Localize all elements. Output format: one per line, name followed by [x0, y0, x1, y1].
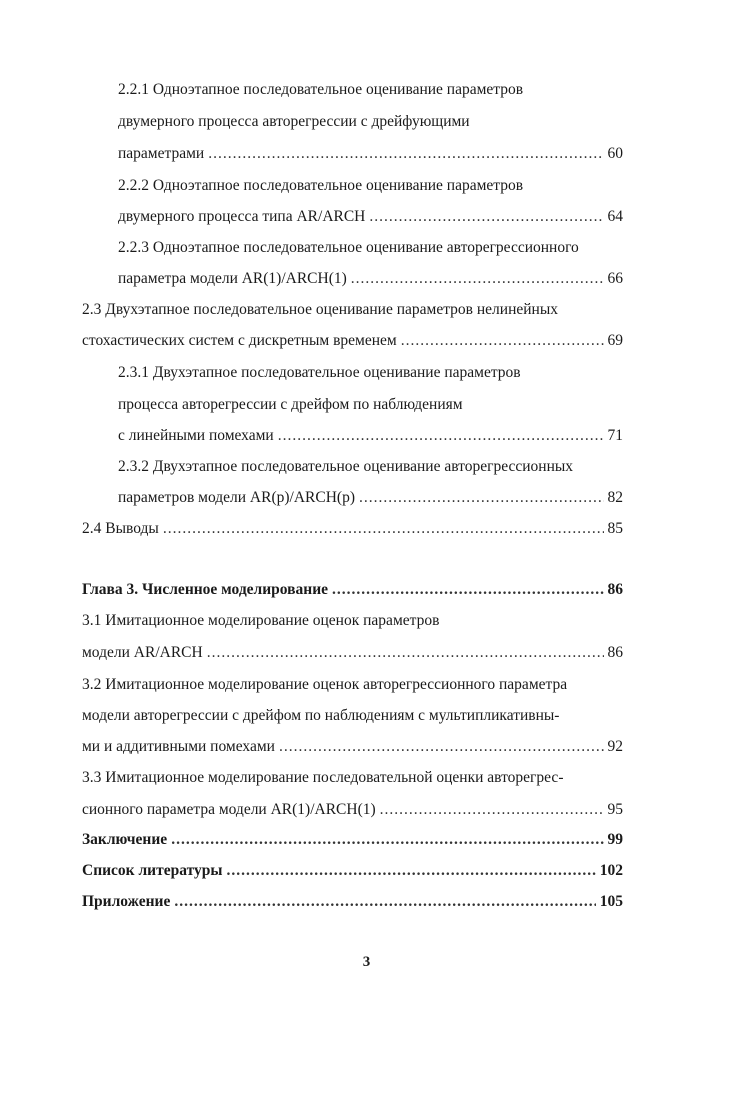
- toc-entry-3-3-line1: 3.3 Имитационное моделирование последовательной оценки авторегрес-: [82, 769, 564, 786]
- toc-entry-2-3-1-line1: 2.3.1 Двухэтапное последовательное оценивание параметров: [118, 364, 521, 381]
- leader-dots: [208, 143, 603, 165]
- toc-entry-3-1-line1: 3.1 Имитационное моделирование оценок параметров: [82, 612, 440, 629]
- leader-dots: [351, 268, 604, 290]
- page-ref: 92: [607, 738, 623, 755]
- toc-entry-conclusion: Заключение ..... 99: [82, 829, 623, 851]
- leader-dots: [359, 487, 604, 509]
- leader-dots: [163, 518, 604, 540]
- toc-entry-2-3-1-line3: с линейными помехами ..... 71: [118, 425, 623, 447]
- page-ref: 86: [607, 644, 623, 661]
- toc-entry-2-3-2-line1: 2.3.2 Двухэтапное последовательное оценивание авторегрессионных: [118, 458, 574, 475]
- page-ref: 95: [607, 801, 623, 818]
- toc-entry-chapter-3: Глава 3. Численное моделирование ..... 86: [82, 579, 623, 601]
- leader-dots: [369, 206, 603, 228]
- toc-entry-2-2-2-line2: двумерного процесса типа AR/ARCH ..... 64: [118, 206, 623, 228]
- leader-dots: [226, 860, 595, 882]
- toc-entry-3-1-line2: модели AR/ARCH ..... 86: [82, 642, 623, 664]
- toc-entry-2-3-line1: 2.3 Двухэтапное последовательное оценивание параметров нелинейных: [82, 301, 559, 318]
- leader-dots: [278, 425, 604, 447]
- page-ref: 82: [607, 489, 623, 506]
- toc-entry-2-2-2-line1: 2.2.2 Одноэтапное последовательное оценивание параметров: [118, 177, 524, 194]
- leader-dots: [380, 799, 604, 821]
- page-ref: 66: [607, 270, 623, 287]
- toc-entry-2-3-line2: стохастических систем с дискретным временем ..... 69: [82, 330, 623, 352]
- leader-dots: [207, 642, 604, 664]
- toc-entry-2-2-3-line1: 2.2.3 Одноэтапное последовательное оценивание авторегрессионного: [118, 239, 579, 256]
- leader-dots: [279, 736, 604, 758]
- page-ref: 71: [607, 427, 623, 444]
- page-ref: 99: [607, 831, 623, 848]
- toc-entry-3-3-line2: сионного параметра модели AR(1)/ARCH(1) ..... 95: [82, 799, 623, 821]
- toc-entry-2-2-3-line2: параметра модели AR(1)/ARCH(1) ..... 66: [118, 268, 623, 290]
- toc-entry-appendix: Приложение ..... 105: [82, 891, 623, 913]
- toc-entry-2-2-1-line2: двумерного процесса авторегрессии с дрейфующими: [118, 113, 470, 130]
- page-ref: 86: [607, 581, 623, 598]
- toc-entry-2-3-2-line2: параметров модели AR(p)/ARCH(p) ..... 82: [118, 487, 623, 509]
- toc-entry-3-2-line2: модели авторегрессии с дрейфом по наблюдениям с мультипликативны-: [82, 707, 560, 724]
- page-number: 3: [362, 954, 371, 970]
- toc-entry-3-2-line3: ми и аддитивными помехами ..... 92: [82, 736, 623, 758]
- leader-dots: [332, 579, 603, 601]
- page-ref: 102: [599, 862, 623, 879]
- toc-entry-references: Список литературы ..... 102: [82, 860, 623, 882]
- toc-entry-3-2-line1: 3.2 Имитационное моделирование оценок авторегрессионного параметра: [82, 676, 568, 693]
- toc-entry-2-2-1-line1: 2.2.1 Одноэтапное последовательное оценивание параметров: [118, 81, 524, 98]
- toc-entry-2-2-1-line3: параметрами ..... 60: [118, 143, 623, 165]
- page-ref: 64: [607, 208, 623, 225]
- leader-dots: [171, 829, 603, 851]
- page-ref: 105: [599, 893, 623, 910]
- page-ref: 85: [607, 520, 623, 537]
- page-ref: 69: [607, 332, 623, 349]
- toc-entry-2-3-1-line2: процесса авторегрессии с дрейфом по наблюдениям: [118, 396, 463, 413]
- leader-dots: [174, 891, 595, 913]
- page-ref: 60: [607, 145, 623, 162]
- leader-dots: [401, 330, 604, 352]
- toc-entry-2-4: 2.4 Выводы ..... 85: [82, 518, 623, 540]
